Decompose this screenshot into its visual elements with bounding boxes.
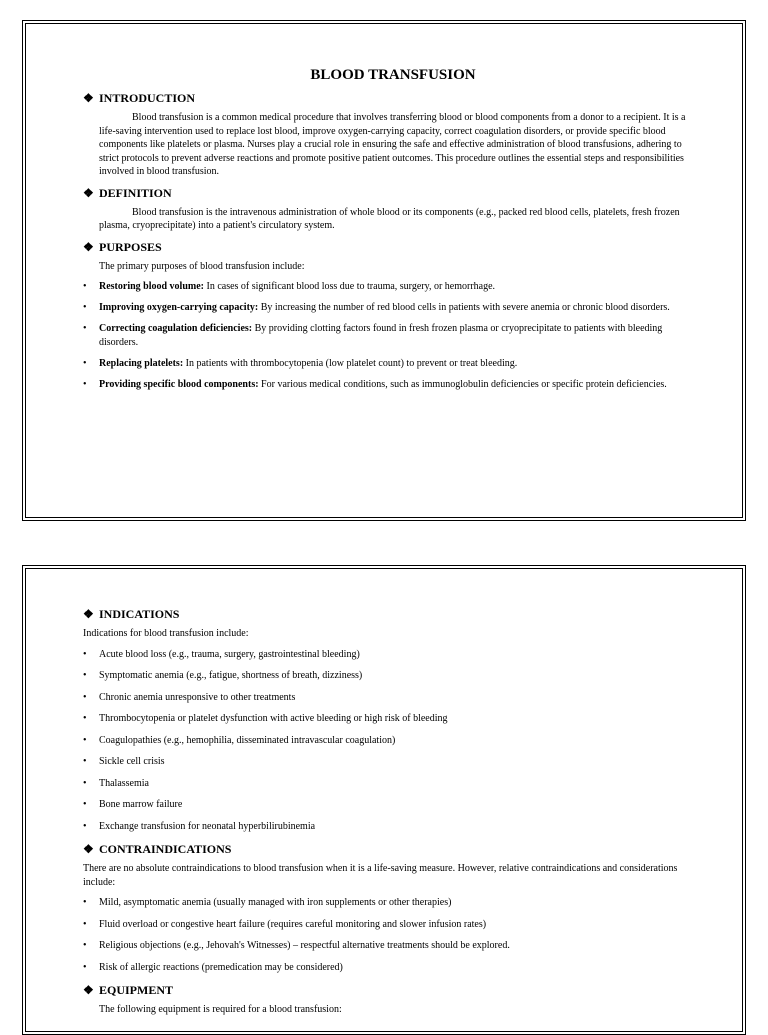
definition-paragraph: Blood transfusion is the intravenous administration of whole blood or its components (e.g., packed red blood cells, platelets, fresh frozen plasma, cryoprecipitate) into a patient's circulatory system. xyxy=(99,206,680,231)
list-item-text: Thrombocytopenia or platelet dysfunction with active bleeding or high risk of bleeding xyxy=(99,713,448,724)
diamond-bullet-icon: ❖ xyxy=(83,91,94,105)
document-page-2 xyxy=(22,565,746,1035)
bullet-icon: • xyxy=(83,670,87,681)
list-item-text: Risk of allergic reactions (premedication may be considered) xyxy=(99,961,343,973)
diamond-bullet-icon: ❖ xyxy=(83,239,94,254)
section-heading-purposes xyxy=(83,239,703,255)
list-item-term: Correcting coagulation deficiencies: xyxy=(99,323,253,334)
list-item xyxy=(83,755,703,769)
list-item xyxy=(83,961,703,975)
list-item-term: Restoring blood volume: xyxy=(99,281,204,292)
section-heading-indications xyxy=(83,606,703,622)
list-item-text: Coagulopathies (e.g., hemophilia, disseminated intravascular coagulation) xyxy=(99,734,396,746)
bullet-icon: • xyxy=(83,323,87,334)
list-item xyxy=(83,734,703,748)
page-2-content xyxy=(83,606,703,1024)
heading-label: PURPOSES xyxy=(99,239,162,254)
bullet-icon: • xyxy=(83,357,87,369)
diamond-bullet-icon: ❖ xyxy=(83,185,94,200)
list-item xyxy=(83,669,703,683)
list-item xyxy=(83,820,703,834)
list-item-text: Fluid overload or congestive heart failure (requires careful monitoring and slower infusion rates) xyxy=(99,918,487,930)
list-item-text: By providing clotting factors found in fresh frozen plasma or cryoprecipitate to patients with bleeding disorders. xyxy=(99,323,663,348)
list-item xyxy=(83,939,703,953)
list-item-term: Improving oxygen-carrying capacity: xyxy=(99,302,259,313)
section-heading-equipment xyxy=(83,982,703,998)
list-item-text: Religious objections (e.g., Jehovah's Witnesses) – respectful alternative treatments should be explored. xyxy=(99,940,510,951)
bullet-icon: • xyxy=(83,378,87,390)
introduction-paragraph: Blood transfusion is a common medical procedure that involves transferring blood or blood components from a donor to a recipient. It is a life-saving intervention used to replace lost blood, improve oxygen-carrying capacity, correct coagulation disorders, or provide specific blood components like platelets or plasma. Nurses play a crucial role in ensuring the safe and effective administration of blood transfusions, adhering to strict protocols to prevent adverse reactions and promote positive patient outcomes. This procedure outlines the essential steps and responsibilities involved in blood transfusion. xyxy=(99,112,686,177)
list-item xyxy=(83,378,703,392)
list-item xyxy=(83,896,703,910)
bullet-icon: • xyxy=(83,820,87,832)
bullet-icon: • xyxy=(83,648,87,660)
bullet-icon: • xyxy=(83,777,87,789)
list-item-text: In cases of significant blood loss due to trauma, surgery, or hemorrhage. xyxy=(204,281,496,292)
list-item-text: Symptomatic anemia (e.g., fatigue, shortness of breath, dizziness) xyxy=(99,670,363,681)
list-item-text: In patients with thrombocytopenia (low platelet count) to prevent or treat bleeding. xyxy=(183,357,518,369)
purposes-intro: The primary purposes of blood transfusion include: xyxy=(99,260,305,272)
list-item xyxy=(83,648,703,662)
heading-label: INTRODUCTION xyxy=(99,91,196,105)
purposes-list xyxy=(83,280,703,391)
list-item xyxy=(83,301,703,315)
page-1-content xyxy=(83,65,703,399)
list-item-text: Mild, asymptomatic anemia (usually managed with iron supplements or other therapies) xyxy=(99,897,452,908)
document-page-1 xyxy=(22,20,746,521)
section-heading-definition xyxy=(83,185,703,201)
bullet-icon: • xyxy=(83,799,87,810)
list-item-text: Sickle cell crisis xyxy=(99,756,165,767)
heading-label: CONTRAINDICATIONS xyxy=(99,842,232,856)
list-item-text: For various medical conditions, such as immunoglobulin deficiencies or specific protein deficiencies. xyxy=(258,378,667,390)
bullet-icon: • xyxy=(83,940,87,951)
list-item xyxy=(83,798,703,812)
list-item xyxy=(83,777,703,791)
list-item-text: By increasing the number of red blood cells in patients with severe anemia or chronic blood disorders. xyxy=(258,302,670,313)
list-item xyxy=(83,322,703,349)
bullet-icon: • xyxy=(83,302,87,313)
list-item-text: Acute blood loss (e.g., trauma, surgery, gastrointestinal bleeding) xyxy=(99,648,360,660)
heading-label: INDICATIONS xyxy=(99,607,180,621)
section-heading-contraindications xyxy=(83,841,703,857)
heading-label: EQUIPMENT xyxy=(99,983,174,997)
bullet-icon: • xyxy=(83,713,87,724)
list-item-term: Providing specific blood components: xyxy=(99,378,259,390)
document-title: BLOOD TRANSFUSION xyxy=(310,67,476,83)
list-item-term: Replacing platelets: xyxy=(99,357,184,369)
diamond-bullet-icon: ❖ xyxy=(83,607,94,621)
list-item-text: Chronic anemia unresponsive to other treatments xyxy=(99,691,296,703)
list-item-text: Bone marrow failure xyxy=(99,799,183,810)
bullet-icon: • xyxy=(83,897,87,908)
contraindications-intro: There are no absolute contraindications to blood transfusion when it is a life-saving measure. However, relative contraindications and considerations include: xyxy=(83,863,678,888)
list-item-text: Exchange transfusion for neonatal hyperbilirubinemia xyxy=(99,820,316,832)
diamond-bullet-icon: ❖ xyxy=(83,983,94,997)
bullet-icon: • xyxy=(83,756,87,767)
list-item xyxy=(83,357,703,371)
diamond-bullet-icon: ❖ xyxy=(83,842,94,856)
bullet-icon: • xyxy=(83,691,87,703)
indications-intro: Indications for blood transfusion include: xyxy=(83,628,249,639)
bullet-icon: • xyxy=(83,734,87,746)
bullet-icon: • xyxy=(83,961,87,973)
indications-list xyxy=(83,648,703,834)
list-item-text: Thalassemia xyxy=(99,777,149,789)
list-item xyxy=(83,691,703,705)
list-item xyxy=(83,918,703,932)
contraindications-list xyxy=(83,896,703,974)
equipment-intro: The following equipment is required for a blood transfusion: xyxy=(99,1004,342,1015)
section-heading-introduction xyxy=(83,90,703,106)
bullet-icon: • xyxy=(83,281,87,292)
bullet-icon: • xyxy=(83,918,87,930)
list-item xyxy=(83,280,703,294)
list-item xyxy=(83,712,703,726)
heading-label: DEFINITION xyxy=(99,185,172,200)
